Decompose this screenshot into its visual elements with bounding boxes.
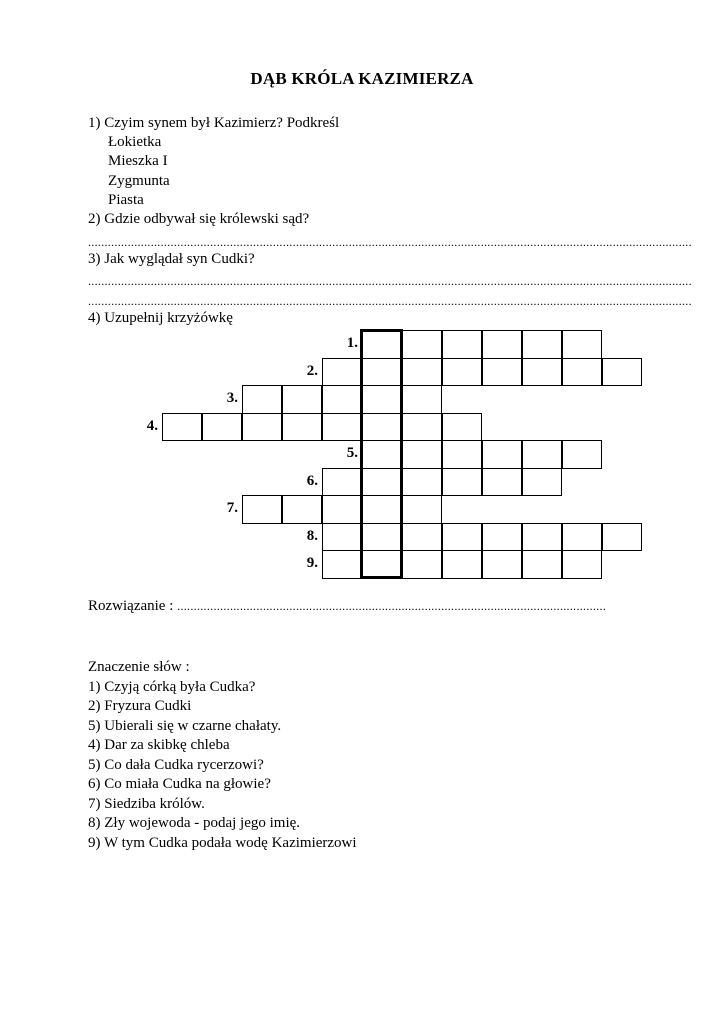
meanings-heading: Znaczenie słów : (88, 659, 190, 675)
crossword-row-label: 3. (226, 390, 238, 406)
crossword-cell[interactable] (402, 523, 442, 552)
solution-dots[interactable]: .................................................................................................................................. (177, 599, 607, 613)
crossword-cell[interactable] (482, 550, 522, 579)
crossword-cell[interactable] (562, 523, 602, 552)
crossword-row-label: 5. (346, 445, 358, 461)
crossword-cell[interactable] (522, 468, 562, 497)
meaning-item-4: 4) Dar za skibkę chleba (88, 737, 230, 753)
meaning-item-2: 2) Fryzura Cudki (88, 698, 192, 714)
meaning-item-3: 5) Ubierali się w czarne chałaty. (88, 718, 282, 734)
crossword-cell[interactable] (362, 330, 402, 359)
answer-line-q3b[interactable]: ....................................................................................................................................................................................... (88, 294, 692, 308)
solution-line[interactable] (88, 598, 606, 615)
crossword-cell[interactable] (402, 413, 442, 442)
crossword-cell[interactable] (322, 413, 362, 442)
crossword-cell[interactable] (522, 330, 562, 359)
crossword-cell[interactable] (522, 358, 562, 387)
crossword-cell[interactable] (482, 468, 522, 497)
crossword-row-label: 2. (306, 362, 318, 379)
option-mieszka[interactable]: Mieszka I (108, 153, 168, 169)
meaning-item-7: 7) Siedziba królów. (88, 796, 205, 812)
crossword-cell[interactable] (242, 495, 282, 524)
crossword-row-label: 7. (226, 500, 238, 516)
question-1: 1) Czyim synem był Kazimierz? Podkreśl (88, 115, 340, 131)
crossword-cell[interactable] (522, 440, 562, 469)
crossword-cell[interactable] (482, 440, 522, 469)
crossword-cell[interactable] (522, 523, 562, 552)
crossword-cell[interactable] (402, 550, 442, 579)
crossword-cell[interactable] (442, 330, 482, 359)
crossword-cell[interactable] (322, 468, 362, 497)
crossword-cell[interactable] (442, 413, 482, 442)
page-title: DĄB KRÓLA KAZIMIERZA (250, 69, 474, 88)
crossword-cell[interactable] (522, 550, 562, 579)
crossword-cell[interactable] (402, 440, 442, 469)
crossword-row-label: 8. (306, 527, 318, 544)
crossword-cell[interactable] (242, 413, 282, 442)
crossword-cell[interactable] (482, 330, 522, 359)
crossword-cell[interactable] (482, 523, 522, 552)
answer-line-q2[interactable]: ....................................................................................................................................................................................... (88, 235, 692, 249)
meaning-item-1: 1) Czyją córką była Cudka? (88, 679, 256, 695)
crossword-cell[interactable] (362, 495, 402, 524)
crossword-cell[interactable] (402, 385, 442, 414)
crossword-cell[interactable] (362, 358, 402, 387)
crossword-cell[interactable] (242, 385, 282, 414)
crossword-cell[interactable] (322, 495, 362, 524)
crossword-cell[interactable] (562, 550, 602, 579)
crossword-cell[interactable] (322, 550, 362, 579)
crossword-cell[interactable] (162, 413, 202, 442)
crossword-cell[interactable] (602, 523, 642, 552)
crossword-cell[interactable] (442, 550, 482, 579)
crossword-row-label: 9. (306, 555, 318, 571)
crossword-cell[interactable] (362, 550, 402, 579)
question-4: 4) Uzupełnij krzyżówkę (88, 310, 233, 326)
crossword-cell[interactable] (562, 440, 602, 469)
crossword-cell[interactable] (282, 413, 322, 442)
option-lokietka[interactable]: Łokietka (108, 134, 162, 150)
crossword-cell[interactable] (562, 358, 602, 387)
question-2: 2) Gdzie odbywał się królewski sąd? (88, 211, 310, 227)
meaning-item-6: 6) Co miała Cudka na głowie? (88, 776, 271, 792)
crossword-cell[interactable] (322, 358, 362, 387)
crossword-row-label: 6. (306, 472, 318, 489)
crossword-cell[interactable] (602, 358, 642, 387)
solution-label: Rozwiązanie : (88, 598, 178, 614)
crossword-row-label: 1. (346, 335, 358, 351)
meaning-item-9: 9) W tym Cudka podała wodę Kazimierzowi (88, 835, 357, 851)
crossword-cell[interactable] (362, 440, 402, 469)
crossword-cell[interactable] (362, 413, 402, 442)
crossword-cell[interactable] (322, 385, 362, 414)
crossword-cell[interactable] (402, 468, 442, 497)
question-3: 3) Jak wyglądał syn Cudki? (88, 251, 255, 267)
crossword-cell[interactable] (402, 330, 442, 359)
answer-line-q3a[interactable]: ....................................................................................................................................................................................... (88, 274, 692, 288)
crossword-cell[interactable] (402, 358, 442, 387)
crossword-cell[interactable] (482, 358, 522, 387)
option-piasta[interactable]: Piasta (108, 192, 144, 208)
meaning-item-8: 8) Zły wojewoda - podaj jego imię. (88, 815, 301, 831)
crossword-cell[interactable] (402, 495, 442, 524)
crossword-cell[interactable] (362, 468, 402, 497)
crossword-cell[interactable] (562, 330, 602, 359)
crossword-cell[interactable] (282, 385, 322, 414)
crossword-cell[interactable] (362, 523, 402, 552)
crossword-cell[interactable] (362, 385, 402, 414)
crossword-cell[interactable] (322, 523, 362, 552)
crossword-cell[interactable] (442, 358, 482, 387)
crossword-cell[interactable] (202, 413, 242, 442)
option-zygmunta[interactable]: Zygmunta (108, 173, 170, 189)
meaning-item-5: 5) Co dała Cudka rycerzowi? (88, 757, 264, 773)
crossword-row-label: 4. (146, 417, 158, 434)
crossword-cell[interactable] (442, 440, 482, 469)
crossword-cell[interactable] (442, 468, 482, 497)
crossword-cell[interactable] (282, 495, 322, 524)
crossword-cell[interactable] (442, 523, 482, 552)
